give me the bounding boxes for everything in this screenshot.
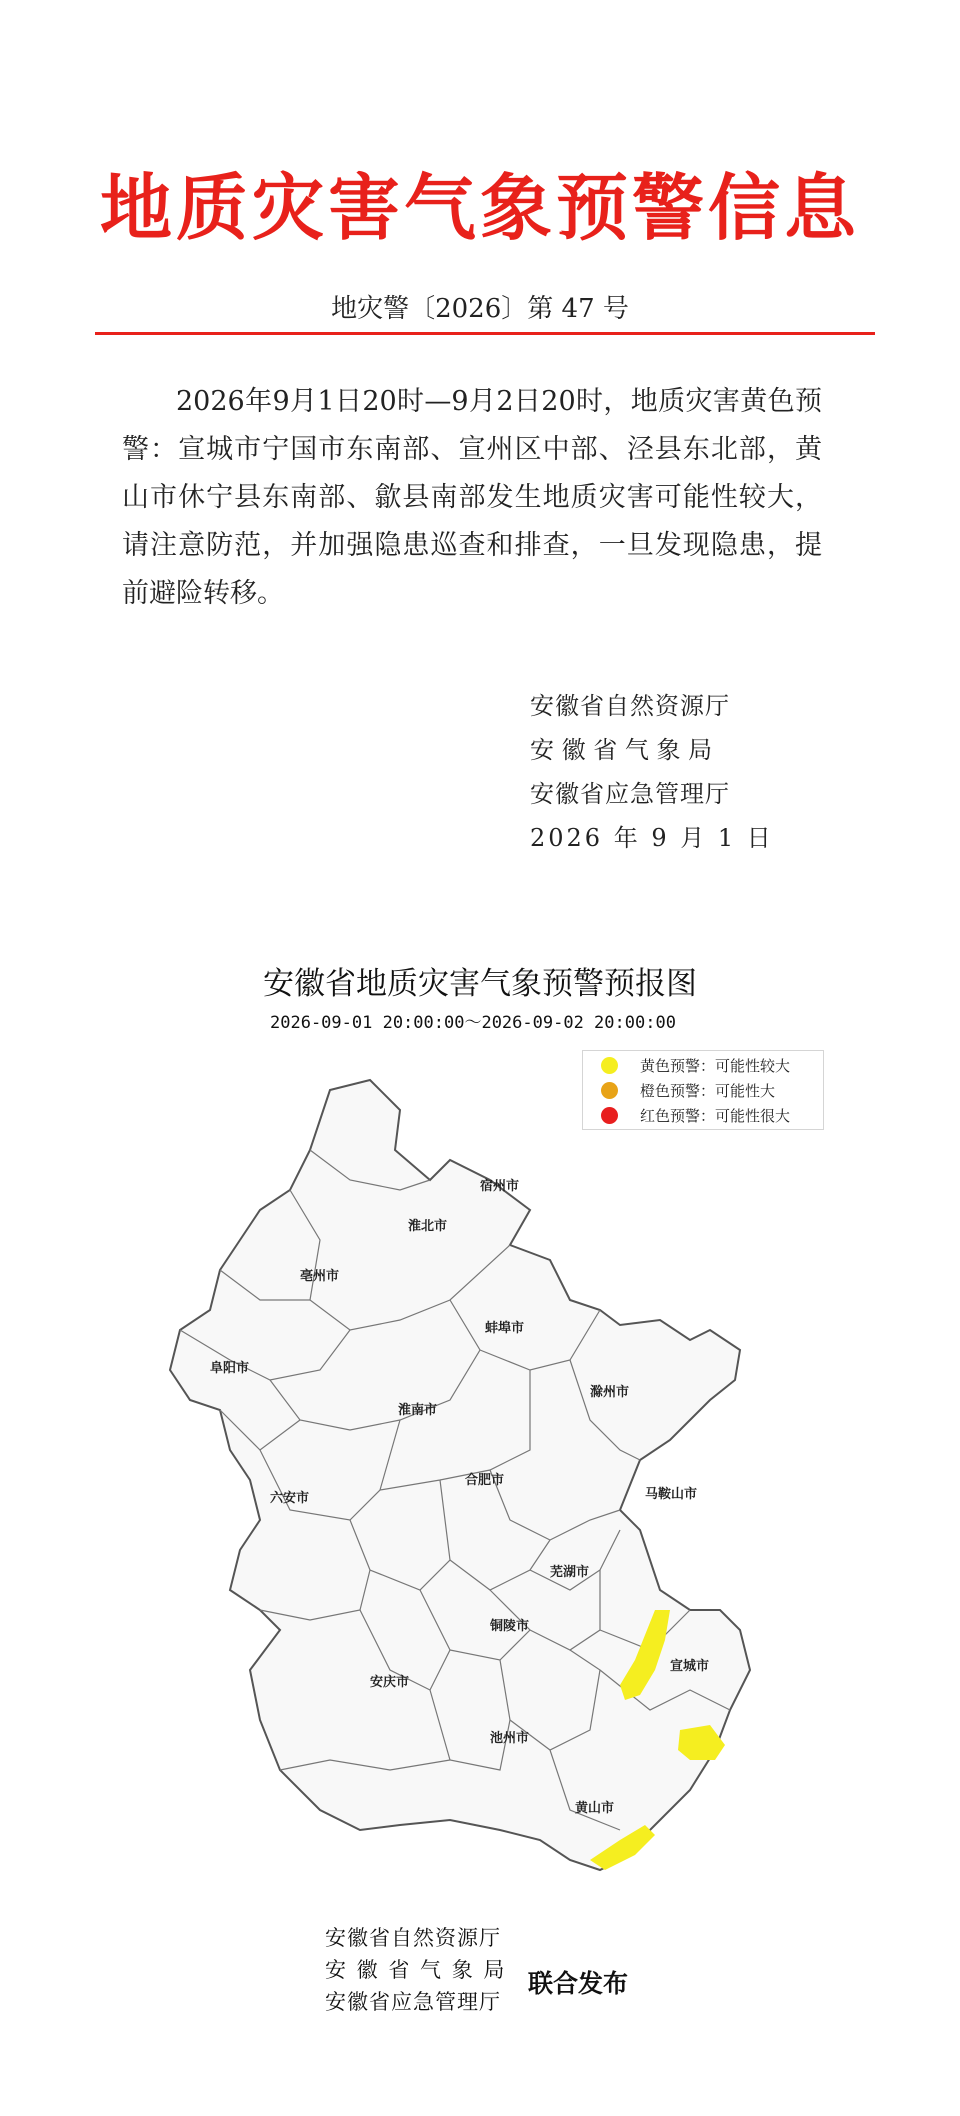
city-label: 宿州市 — [480, 1179, 520, 1194]
city-label: 六安市 — [270, 1491, 310, 1506]
city-label: 蚌埠市 — [485, 1321, 525, 1336]
issuer-meteorology: 安 徽 省 气 象 局 — [530, 736, 713, 764]
city-label: 宣城市 — [670, 1659, 710, 1674]
province-outline — [170, 1080, 750, 1870]
city-label: 淮北市 — [408, 1219, 448, 1234]
legend-red-label: 红色预警：可能性很大 — [640, 1107, 791, 1125]
city-label: 滁州市 — [590, 1385, 630, 1400]
city-label: 合肥市 — [465, 1473, 505, 1488]
map-title: 安徽省地质灾害气象预警预报图 — [263, 966, 697, 1002]
footer-emergency: 安徽省应急管理厅 — [325, 1990, 501, 2014]
city-label: 黄山市 — [575, 1801, 615, 1816]
warning-text: 2026年9月1日20时—9月2日20时，地质灾害黄色预警：宣城市宁国市东南部、宣州区中部、泾县东北部，黄山市休宁县东南部、歙县南部发生地质灾害可能性较大，请注意防范，并加强隐患巡查和排查，一旦发现隐患，提前避险转移。 — [122, 386, 822, 609]
city-label: 池州市 — [490, 1731, 530, 1746]
document-number: 地灾警〔2026〕第 47 号 — [331, 294, 629, 324]
legend-orange-label: 橙色预警：可能性大 — [640, 1082, 776, 1100]
issuer-natural-resources: 安徽省自然资源厅 — [530, 692, 730, 720]
page-title: 地质灾害气象预警信息 — [99, 165, 860, 250]
city-label: 铜陵市 — [490, 1619, 530, 1634]
city-label: 芜湖市 — [550, 1565, 590, 1580]
issuer-emergency: 安徽省应急管理厅 — [530, 780, 730, 808]
red-divider — [95, 332, 875, 335]
city-label: 亳州市 — [300, 1269, 340, 1284]
city-label: 安庆市 — [370, 1675, 410, 1690]
legend-yellow-label: 黄色预警：可能性较大 — [640, 1057, 791, 1075]
anhui-map — [150, 1070, 810, 1890]
map-period: 2026-09-01 20:00:00～2026-09-02 20:00:00 — [270, 1013, 676, 1033]
city-label: 阜阳市 — [210, 1361, 250, 1376]
footer-natural-resources: 安徽省自然资源厅 — [325, 1926, 501, 1950]
city-label: 马鞍山市 — [645, 1487, 698, 1502]
city-label: 淮南市 — [398, 1403, 438, 1418]
footer-meteorology: 安 徽 省 气 象 局 — [325, 1958, 507, 1982]
issue-date: 2026 年 9 月 1 日 — [530, 824, 774, 852]
joint-release: 联合发布 — [528, 1969, 629, 1998]
